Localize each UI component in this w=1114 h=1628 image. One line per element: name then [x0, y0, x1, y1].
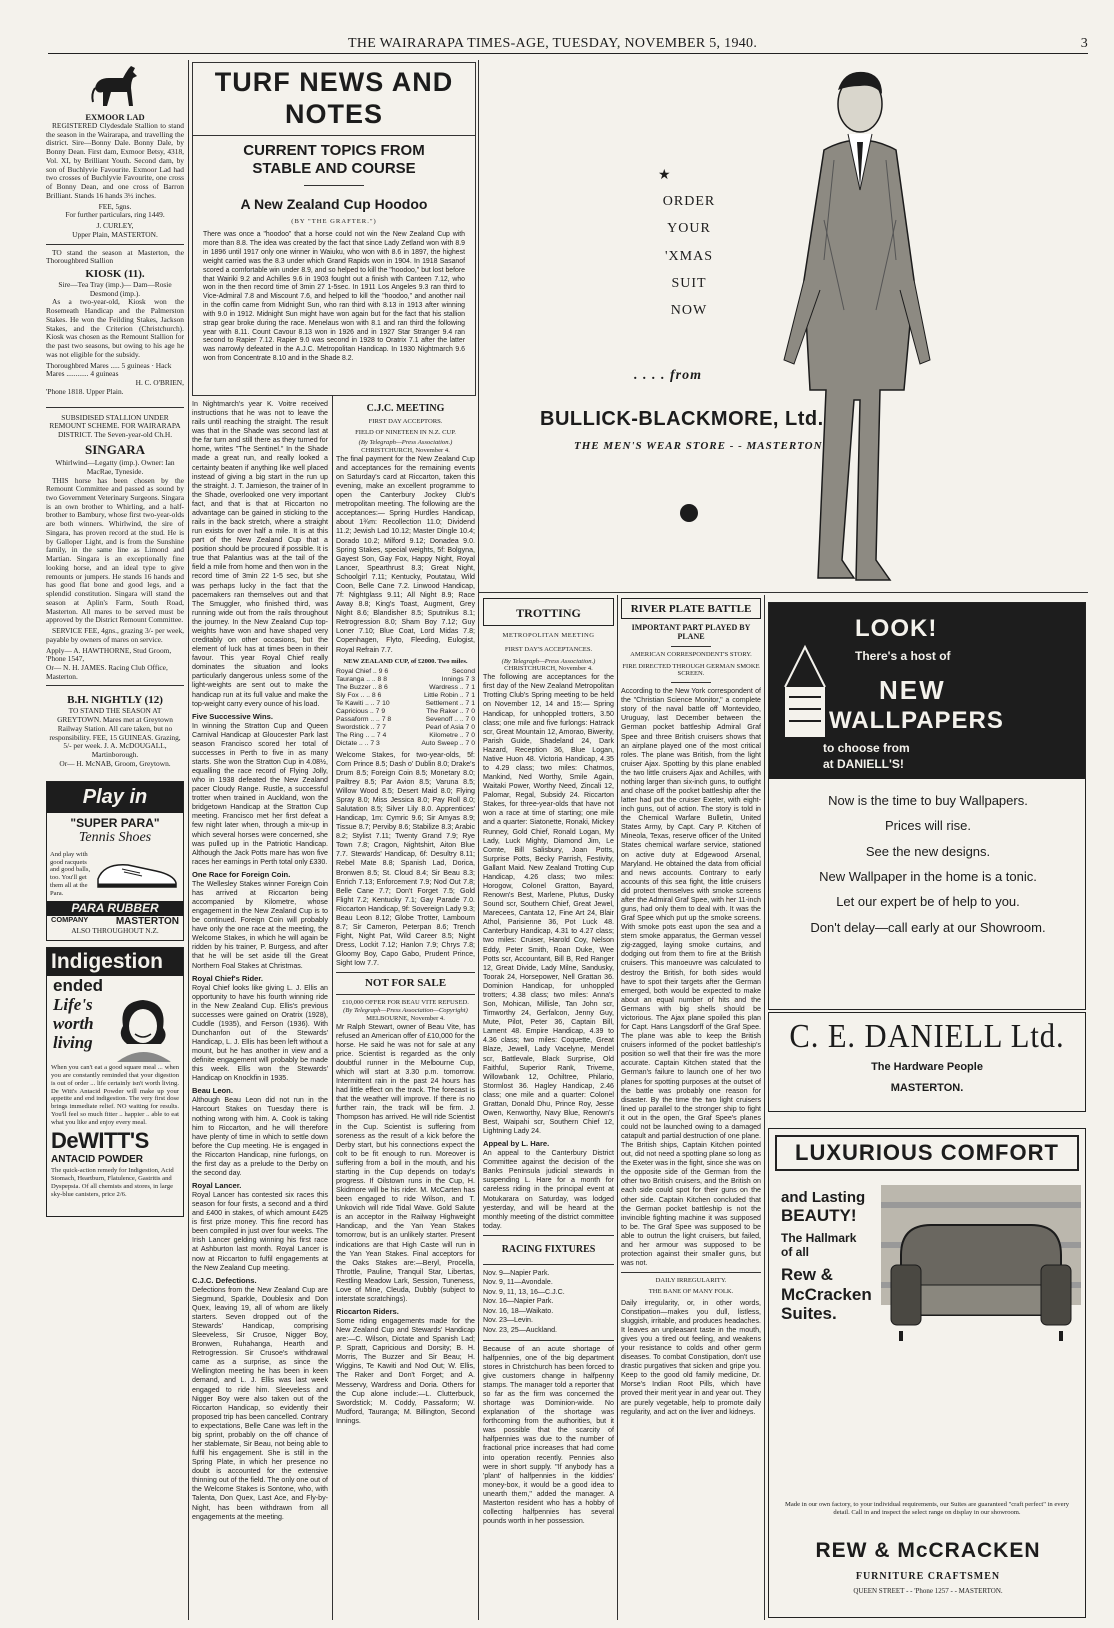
cup-entries-table: [336, 668, 475, 748]
cup-entry-cell: Passaform .. .. 7 8: [336, 716, 392, 724]
cup-entry-cell: Te Kawiti .. .. 7 10: [336, 700, 390, 708]
daniell-ad-footer: [768, 1012, 1086, 1112]
singara-intro: SUBSIDISED STALLION UNDER REMOUNT SCHEME. FOR WAIRARAPA DISTRICT. The Seven-year-old Ch.H.: [49, 412, 181, 440]
column-rule: [478, 60, 479, 1620]
trotting-column: [483, 598, 614, 1620]
trotting-sub-2: FIRST DAY'S ACCEPTANCES.: [504, 645, 593, 653]
fixture-item: Nov. 16, 18—Waikato.: [483, 1306, 554, 1315]
exmoor-apply: For further particulars, ring 1449.: [65, 210, 165, 220]
turf-column-1: [192, 400, 328, 1620]
comfort-brand: REW & McCRACKEN: [815, 1539, 1041, 1562]
suit-from: . . . . from: [634, 368, 702, 383]
cup-entry-cell: Little Robin .. 7 1: [423, 692, 475, 700]
trotting-body: The following are acceptances for the first day of the New Zealand Metropolitan Trotting Club's Spring meeting to be held on November 12, 14 and 15:— Spring Handicap, for unhoppled trotters, 3.50 class; one mile and five furlongs: Hatrack scr, Great Mountain 12, Amorao, Biwerity, Parish Guide, Shadeland 24, Dark Hazard, Reception 36, Blue Logan, Native Huon 48. Victoria Handicap, 4.35 to 4.29 class; two miles: Chatmos, Mankind, Ned Worthy, Smile Again, Waitaki Power, Worthy Need, Zincali 12, Palomar, Regal, Subsidy 24. Riccarton Stakes, for three-year-olds that have not won a race at time of starting; one mile and a quarter: Siatonette, Ronaki, Mickey Runney, Gold Chief, Ronald Logan, My Lady, Luck Mighty, Diamond Jim, Le Comte, Bill Salisbury, Joan Potts, Surprise Potts, Becky Parrish, Festivity, Gallant Maid. New Zealand Trotting Cup Handicap, 4.26 class; two miles: Horogow, Colonel Gratton, Bayard, Renown's Best, Marlene, Plutus, Dusky Sound scr, Southern Chief, Great Jewel, Marecees, Cantata 12, Fine Art 24, Blair Athol, Parisienne 36, Pot Luck 48. Canterbury Handicap, 4.31 to 4.27 class; two miles: Cruiser, Harold Coy, Nelson Eddy, Peter Smith, Roan Duke, Wee Potts scr, Accountant, Bill B, Red Ranger 12, Great Divide, Lady Milne, Sandusky, Toorak 24, Horsepower, Nell Grattan 36. Dominion Handicap, for unhoppled trotters; 4.38 class; two miles: Anna's Son, Mohican, Millisle, Tan John scr, Timworthy 24, Gerfalcon, Jenny Guy, Mute, Pilot, Peter 36, Captain Bill, Lament 48. Empire Handicap, 4.39 to 4.36 class; two miles: Coquette, Great Blaze, Jewell, Lady Vacelyne, Mendel scr, Battlevale, Black Surprise, Old Faithful, Superior Rank, Triveme, Willowbank 12, Ochiltree, Philario, Stormlost 36. Hagley Handicap, 2.46 class; one mile and a quarter: Colonel Grattan, Donald Dhu, Prince Roy, Jesse Owen, Kenworthy, Navy Blue, Renown's Best, Waipahi scr, Southern Chief 12, Lightning Lady 24.: [483, 673, 614, 1136]
cjc-rest: Welcome Stakes, for two-year-olds, 5f: Corn Prince 8.5; Dash o' Dublin 8.0; Drake's Drum 8.5; Foreign Coin 8.5; Monetary 8.0; Pailtrey 8.5; Par Avion 8.5; Varuna 8.5; Willow Wood 8.5; Desert Maid 8.0; Flying Spray 8.0; Miss Jessica 8.0; Pay Roll 8.0; Salutation 8.5; Silver Lily 8.0. Apprentices' Handicap, 1m: Cymric 9.6; Sir Amyas 8.9; Tissue 8.7; Perviby 8.6; Stabilize 8.3; Arabic 8.2; Stylist 7.11; Twenty Grand 7.9; Rye Town 7.8; Cragon, Nightshirt, Aiton Blue 7.7. Stewards' Handicap, 6f: Desultry 8.11; Rebel Mate 8.8; Spanish Lad, Dorica, Bronwen 8.5; St. Cloud 8.4; Sir Beau 8.3; Enrich 7.13; Enforcement 7.9; Nod Out 7.8; Belle Cane 7.7; Don't Forget 7.5; Gold Flight 7.2; Kentucky 7.1; Gay Parade 7.0. Riccarton Handicap, 9f: Sovereign Lady 9.3; Beau Leon 8.12; Globe Trotter, Lambourn 8.7; Sir Cameron, Peterpan 8.6; Trench Fight, Night Pat, Wild Career 8.5; Night Dress, Lockit 7.12; Hanlon 7.9; Chrys 7.8; Gloomy Boy, Capo Gabo, Prudent Prince, Sight Iow 7.7.: [336, 750, 475, 968]
cup-entry-row: [336, 684, 475, 692]
suit-line-3: 'XMAS: [665, 248, 713, 264]
masthead: [48, 34, 1088, 54]
column-rule: [332, 395, 333, 1620]
cup-entry-row: [336, 708, 475, 716]
dot-icon: [680, 504, 698, 522]
comfort-line-1: and Lasting: [781, 1189, 866, 1206]
river-plate-sub-3: FIRE DIRECTED THROUGH GERMAN SMOKE SCREEN.: [622, 662, 760, 678]
column-rule: [188, 60, 189, 1620]
cup-entry-cell: Tauranga .. .. 8 8: [336, 676, 388, 684]
wallpaper-line: Don't delay—call early at our Showroom.: [810, 919, 1046, 935]
para-ad-line2: "SUPER PARA": [70, 816, 160, 831]
turf-subhead: CURRENT TOPICS FROM STABLE AND COURSE: [243, 141, 425, 178]
comfort-copy: Made in our own factory, to your individual requirements, our Suites are guaranteed "craft perfect" in every detail. Call in and inspect the select range on display in our showroom.: [785, 1501, 1069, 1516]
nfs-heading-2: Riccarton Riders.: [336, 1307, 399, 1317]
fixture-item: Nov. 16—Napier Park.: [483, 1297, 554, 1306]
exmoor-fee: FEE, 5gns.: [98, 201, 132, 211]
new-text: NEW: [879, 675, 946, 705]
cup-entry-cell: The Raker .. 7 0: [426, 708, 475, 716]
kiosk-title: KIOSK (11).: [85, 268, 145, 281]
cup-entry-cell: Wardress .. 7 1: [429, 684, 475, 692]
nfs-body-2: Some riding engagements made for the New Zealand Cup and Stewards' Handicap are:—C. Wilson, Dictate and Spanish Lad; P. Spratt, Capricious and Dorsity; B. H. Morris, The Buzzer and Sir Beau; H. Wiggins, Te Kawiti and Nod Out; W. Ellis, The Raker and Don't Forget; and A. Messervy, Wardress and Doria. Others for the Cup alone include:—L. Clutterbuck, Swordstick; M. Coddy, Passaform; W. Mudford, Tauranga; M. Billington, Second Innings.: [336, 1317, 475, 1425]
wallpapers-text: WALLPAPERS: [829, 707, 1004, 734]
suit-line-2: YOUR: [667, 221, 711, 237]
dewitts-slogan-3: living: [53, 1032, 93, 1052]
exmoor-title: EXMOOR LAD: [85, 112, 145, 122]
comfort-line-7: Suites.: [781, 1304, 837, 1324]
woman-portrait-illustration: [109, 996, 179, 1062]
river-plate-sub-2: AMERICAN CORRESPONDENT'S STORY.: [630, 650, 752, 658]
para-ad-footer: ALSO THROUGHOUT N.Z.: [71, 926, 159, 936]
dewitts-headline-2: ended: [53, 976, 104, 996]
irregularity-title: DAILY IRREGULARITY.: [655, 1277, 727, 1285]
turf-col1-body-5: Although Beau Leon did not run in the Harcourt Stakes on Tuesday there is nothing wrong with him. A. Cook is taking him to Riccarton, and he will therefore have plenty of time in which to settle down before the Cup meeting. He is engaged in the Riccarton Handicap, nine furlongs, on the first day as a prelude to the Derby on the second day.: [192, 1096, 328, 1177]
daniell-town: MASTERTON.: [890, 1082, 964, 1095]
comfort-line-6: McCracken: [781, 1284, 872, 1304]
comfort-line-2: BEAUTY!: [781, 1206, 857, 1226]
cjc-sub-2: FIELD OF NINETEEN IN N.Z. CUP.: [355, 428, 456, 436]
cjc-sub: FIRST DAY ACCEPTORS.: [368, 417, 443, 425]
river-plate-sub: IMPORTANT PART PLAYED BY PLANE: [631, 622, 751, 642]
fixture-item: Nov. 23—Levin.: [483, 1316, 533, 1325]
para-rubber-ad: [46, 781, 184, 941]
column-rule: [617, 595, 618, 1620]
turf-col1-heading-7: C.J.C. Defections.: [192, 1275, 257, 1285]
page-number: 3: [1080, 36, 1088, 51]
dewitts-slogan-2: worth: [53, 1014, 94, 1034]
nightly-or: Or— H. McNAB, Groom, Greytown.: [59, 758, 171, 768]
river-plate-column: [621, 598, 761, 1620]
singara-apply-1: Apply— A. HAWTHORNE, Stud Groom, 'Phone 1547,: [46, 645, 172, 664]
trotting-sub: METROPOLITAN MEETING: [502, 632, 595, 640]
story-title: A New Zealand Cup Hoodoo: [240, 196, 428, 213]
turf-news-header: [192, 62, 476, 396]
nightly-body: TO STAND THE SEASON AT GREYTOWN. Mares met at Greytown Railway Station. All care taken, but no responsibility. FEE, 15 GUINEAS. Grazing, 5/- per week. J. A. McDOUGALL, Martinborough.: [49, 706, 181, 760]
cjc-source: (By Telegraph—Press Association.): [358, 439, 453, 447]
trotting-body-2: An appeal to the Canterbury District Committee against the decision of the Banks Peninsula judicial stewards in suspending L. Hare for a month for careless riding in the principal event at Motukarara on Saturday, was lodged yesterday, and will be heard at the monthly meeting of the district committee today.: [483, 1149, 614, 1230]
cup-entry-row: [336, 700, 475, 708]
turf-col1-heading-5: Beau Leon.: [192, 1086, 233, 1096]
at-text: at DANIELL'S!: [823, 757, 904, 771]
fixture-item: Nov. 9—Napier Park.: [483, 1268, 550, 1277]
wallpaper-line: Let our expert be of help to you.: [836, 894, 1020, 910]
trotting-heading-2: Appeal by L. Hare.: [483, 1139, 550, 1149]
comfort-sub: FURNITURE CRAFTSMEN: [855, 1571, 1001, 1582]
bullick-blackmore-ad: [484, 60, 1088, 590]
cup-entry-cell: Capricious .. 7 9: [336, 708, 386, 716]
turf-col1-heading-2: Five Successive Wins.: [192, 711, 273, 721]
nfs-body: Mr Ralph Stewart, owner of Beau Vite, has refused an American offer of £10,000 for the horse. He said he was not for sale at any price. Scientist is regarded as the only doubtful runner in the Melbourne Cup, which will start at 3.30 p.m. tomorrow. Intermittent rain in the past 24 hours has had little effect on the track. The forecast is that the weather will improve. If there is no further rain, the track will be firm. J. Thompson has arrived. He will ride Scientist in the Cup. Scientist is suffering from soreness as the result of a kick before the Derby start, but his connections expect the colt to be fit enough to run. Moreover is suffering from a boil in the mouth, and his starting in the Cup depends on today's progress. If Oilstown runs in the Cup, H. Skidmore will be his rider. M. McCarten has been engaged to ride Wilson, and T. Unkovich will ride Tidal Wave. Gold Salute is an acceptor in the Railway Highweight Handicap, and the Yan Yean Stakes tomorrow, but is an unlikely starter. Present indications are that High Caste will run in the Yan Yean Stakes. Final acceptors for the Oaks Stakes are:—Beryl, Procella, Throttle, Pauline, Tranquil Star, Libertas, Restling Meadow Lark, Session, Tuneness, Love of Mine, Cleuda, Dubbly (subject to interstate scratchings).: [336, 1022, 475, 1303]
turf-col1-heading-6: Royal Lancer.: [192, 1181, 242, 1191]
dewitts-brand: DeWITT'S: [51, 1128, 149, 1154]
irregularity-body: Daily irregularity, or, in other words, Constipation—makes you dull, listless, sluggish, irritable, and produces headaches. It leaves an unpleasant taste in the mouth, gives you a tired out feeling, and weakens your resistance to colds and other germ diseases. To combat Constipation, don't use drastic purgatives that sicken and gripe you. Keep to the good old family medicine, Dr. Morse's Indian Root Pills, which have proved their merit year in and year out. They are purely vegetable, help to promote daily regularity, and act on the liver and kidneys.: [621, 1298, 761, 1416]
exmoor-owner: J. CURLEY,: [96, 221, 134, 231]
turf-col1-body: In Nightmarch's year K. Voitre received instructions that he was not to leave the rails until reaching the straight. The result was that in the Shade was second last at the far turn and still there as they turned for home, writes "The Sentinel." In the Shade made a great run, and really looked a certainty beaten if anything like well placed instead of giving a big start in the run up the straight. J. T. Jamieson, the trainer of In the Shade, overlooked one very important fact, and that is that at Riccarton no advantage can be gained in sticking to the rails in the back stretch, where a straight run exists for over half a mile. It is at this part of the New Zealand Cup that a position should be procured if possible. It is true that Palantius was at the tail of the field a mile from home and then won in the record time of 3min 22 1-5 sec, but she was perhaps lucky in the fact that the pacemakers ran themselves out and that The Smuggler, who finished third, was running wide out from the rails throughout the journey. In the New Zealand Cup top-weights have won and have shaped very creditably on other occasions, but the element of luck has at times been in their favour. This year Royal Chief really dominates the situation and looks particularly dangerous unless some of the light-weights are sent out to make the handicap run at its full value and make the top-weight carry every ounce of his load.: [192, 400, 328, 708]
cup-entry-row: [336, 740, 475, 748]
suited-man-illustration: [764, 60, 940, 588]
cup-title: NEW ZEALAND CUP, of £2000. Two miles.: [343, 657, 468, 665]
singara-body: THIS horse has been chosen by the Remount Committee and passed as sound by two Government Veterinary Surgeons. Singara is an own brother to Whirling, and a half-brother to Bambury, whose first two-year-olds are both winners. Whirlwind, the sire of Singara, has proven record at the stud. He is by Galloper Light, and is from the Sunshine family, in the same line as Limond and Martian. Singara is an exceptionally fine looking horse, and an ideal type to give remounts or jumpers. He stands 16 hands and has good flat bone and good legs, and a splendid constitution. Singara will stand the season at Aplin's Farm, South Road, Masterton. All mares to be served must be approved by the District Remount Committee.: [46, 475, 184, 625]
wallpaper-line: Now is the time to buy Wallpapers.: [828, 793, 1028, 808]
cup-entry-row: [336, 716, 475, 724]
kiosk-sire: Sire—Tea Tray (imp.)— Dam—Rosie Desmond (imp.).: [58, 280, 172, 298]
cup-entry-row: [336, 724, 475, 732]
story-byline: (BY "THE GRAFTER."): [291, 217, 377, 225]
cjc-column: [336, 400, 475, 1620]
comfort-title: LUXURIOUS COMFORT: [775, 1135, 1079, 1171]
cup-entry-cell: Pearl of Asia 7 0: [425, 724, 475, 732]
shoe-illustration: [94, 857, 180, 891]
river-plate-title: RIVER PLATE BATTLE: [630, 603, 752, 615]
fixtures-list: [483, 1269, 614, 1336]
singara-title: SINGARA: [85, 441, 145, 457]
trotting-title: TROTTING: [516, 606, 581, 620]
exmoor-place: Upper Plain, MASTERTON.: [72, 229, 158, 239]
fixtures-title: RACING FIXTURES: [501, 1243, 596, 1255]
turf-col1-body-6: Royal Lancer has contested six races this season for four firsts, a second and a third and £400 in stakes, of which amount £425 is first prize money. This fine record has been compiled in just over four weeks. The Irish Lancer gelding winning his first race at Ashburton last month. Royal Lancer is now at Riccarton to fulfil engagements at the New Zealand Cup meeting.: [192, 1191, 328, 1272]
kiosk-intro: TO stand the season at Masterton, the Thoroughbred Stallion: [46, 247, 184, 266]
cup-entry-row: [336, 692, 475, 700]
cup-entry-cell: Innings 7 3: [441, 676, 475, 684]
suit-line-4: SUIT: [671, 275, 707, 291]
cup-entry-cell: Sevenoff .. .. 7 0: [425, 716, 475, 724]
turf-col1-heading-4: Royal Chief's Rider.: [192, 973, 264, 983]
dewitts-slogan-1: Life's: [53, 995, 93, 1015]
kiosk-fees: Thoroughbred Mares ..... 5 guineas · Hack Mares ............ 4 guineas: [46, 360, 172, 379]
cjc-title: C.J.C. MEETING: [366, 403, 445, 414]
dewitts-body: When you can't eat a good square meal ... when you are constantly reminded that your digestion is out of order ... life certainly isn't worth living. De Witt's Antacid Powder will make up your appetite and end indigestion. The very first dose brings immediate relief. NO waiting for results. You'll feel so much fitter .. happier .. able to eat what you like and enjoy every meal.: [51, 1064, 179, 1126]
cjc-body: The final payment for the New Zealand Cup and acceptances for the remaining events on Saturday's card at Riccarton, taken this evening, make an excellent programme to open the Canterbury Jockey Club's metropolitan meeting. The following are the acceptances:— Spring Hurdles Handicap, about 1¾m: Recollection 11.0; Dividend 11.2; Jewish Lad 10.12; Master Dingle 10.4; Dorado 10.2; Milford 9.12; Donadea 9.0. Spring Stakes, special weights, 5f: Bolgyna, Gayest Son, Gay Fox, Happy Night, Royal Lancer, Spearthrust 8.3; Great Night, Schoolgirl 7.11; Kentucky, Poutatau, Wild Coon, Belle Cane 7.2. Linwood Handicap, 7f: Nightglass 9.11; All Night 8.9; Race Away 8.8; King's Toast, Augment, Grey Night 8.6; Blandisher 8.5; Sputnikus 8.1; Retrogression 8.0; Sham Boy 7.12; Guy Loner 7.10; Blue Coat, Lord Midas 7.8; Copenhagen, Flyto, Fleeding, Eulogist, Royal Refrain 7.7.: [336, 454, 475, 654]
nfs-dateline: MELBOURNE, November 4.: [366, 1014, 445, 1022]
suit-line-5: NOW: [670, 303, 708, 319]
comfort-line-3: The Hallmark: [781, 1230, 857, 1245]
wallpaper-line: Prices will rise.: [885, 818, 971, 834]
daniell-brand: C. E. DANIELL Ltd.: [789, 1018, 1065, 1055]
comfort-address: QUEEN STREET - - 'Phone 1257 - - MASTERTON.: [853, 1587, 1003, 1595]
suit-brand: BULLICK-BLACKMORE, Ltd.: [540, 408, 824, 430]
nightly-title: B.H. NIGHTLY (12): [67, 694, 163, 707]
sofa-illustration: [881, 1185, 1081, 1355]
wallpaper-line: See the new designs.: [865, 843, 991, 859]
host-text: There's a host of: [855, 649, 951, 663]
fixtures-body: Because of an acute shortage of halfpennies, one of the big department stores in Christchurch has been forced to give customers change in halfpenny stamps. The manager told a reporter that so far as the firm was concerned the shortage was Dominion-wide. No explanation of the shortage was forthcoming from the authorities, but it was possible that the scarcity of halfpennies was due to the number of fractional price increases that had come into operation recently. Pennies also were in short supply. "If anybody has a 'plant' of halfpennies in the kiddies' money-box, it would be a good idea to unearth them," added the manager. A Masterton resident who has a hobby of collecting halfpennies has several pounds worth in her possession.: [483, 1344, 614, 1526]
exmoor-body: REGISTERED Clydesdale Stallion to stand the season in the Wairarapa, and travelling the district. Sire—Bonny Dale. Bonny Dale, by Bonny Dean. First dam, Exmoor Betsy, 4318, Vol. XI, by Brilliant Youth. Second dam, by son of Buchlyvie Favourite. Exmoor Lad had two crosses of Buchlyvie Favourite, one cross of Bonny Dean, and one cross of Barron Brilliant. Stands 16 hands 3½ inches.: [46, 121, 184, 200]
cup-entry-cell: Swordstick .. 7 7: [336, 724, 386, 732]
turf-col1-body-4: Royal Chief looks like giving L. J. Ellis an opportunity to have his fourth winning ride in the New Zealand Cup. Ellis's previous successes were gained on Oratrix (1928), Cuddle (1935), and Ferson (1936). With Dunchanfon out of the Stewards' Handicap, L. J. Ellis has been left without a mount, but he has another in view and a definite engagement will probably be made this week. Ellis won the Stewards' Handicap on Knockfin in 1935.: [192, 983, 328, 1083]
dewitts-footer: The quick-action remedy for Indigestion, Acid Stomach, Heartburn, Flatulence, Gastritis and Dyspepsia. Of all chemists and stores, in large sky-blue canisters, price 2/6.: [51, 1167, 174, 1198]
cup-entry-cell: Dictate .. .. 7 3: [336, 740, 380, 748]
wallpaper-line: New Wallpaper in the home is a tonic.: [819, 868, 1037, 884]
para-ad-copy: And play with good racquets and good balls, too. You'll get them all at the Para.: [50, 850, 91, 897]
fixture-item: Nov. 9, 11—Avondale.: [483, 1278, 553, 1287]
singara-apply-2: Or— N. H. JAMES. Racing Club Office, Masterton.: [46, 662, 168, 681]
cup-entry-cell: Second: [451, 668, 475, 676]
turf-banner: TURF NEWS AND NOTES: [214, 67, 454, 129]
cup-entry-cell: Sly Fox .. .. 8 6: [336, 692, 382, 700]
kiosk-contact: 'Phone 1818. Upper Plain.: [46, 386, 124, 396]
para-ad-line3: Tennis Shoes: [78, 830, 152, 846]
para-ad-brand: PARA RUBBER: [47, 901, 183, 915]
kiosk-body: As a two-year-old, Kiosk won the Rosemeath Handicap and the Palmerston Stakes. He won the Feilding Stakes, Jackson Stakes, and the Criterion (Christchurch). Kiosk was chosen as the Remount Stallion for the past two seasons, but owing to his age he was not eligible for the subsidy.: [46, 297, 184, 359]
look-text: LOOK!: [855, 615, 938, 642]
singara-pedigree: Whirlwind—Legatty (imp.). Owner: Ian MacRae, Tyneside.: [55, 458, 175, 476]
cup-entry-cell: Settlement .. 7 1: [425, 700, 475, 708]
turf-col1-heading-3: One Race for Foreign Coin.: [192, 869, 291, 879]
suit-line-1: ORDER: [662, 194, 716, 209]
comfort-line-5: Rew &: [781, 1265, 833, 1285]
comfort-line-4: of all: [781, 1244, 810, 1259]
cup-entry-row: [336, 676, 475, 684]
choose-text: to choose from: [823, 741, 910, 755]
cup-entry-cell: The Ring .. .. 7 4: [336, 732, 387, 740]
irregularity-sub: THE BANE OF MANY FOLK.: [648, 1287, 734, 1295]
cup-entry-cell: Royal Chief .. 9 6: [336, 668, 389, 676]
dewitts-product: ANTACID POWDER: [51, 1154, 144, 1166]
nfs-sub: £10,000 OFFER FOR BEAU VITE REFUSED.: [342, 999, 469, 1007]
kiosk-owner: H. C. O'BRIEN,: [135, 378, 184, 388]
daniell-wallpaper-ad: [768, 602, 1086, 1010]
fixture-item: Nov. 23, 25—Auckland.: [483, 1326, 557, 1335]
horse-illustration: [46, 58, 184, 110]
wallpaper-selling-lines: [769, 783, 1086, 945]
masthead-title: THE WAIRARAPA TIMES-AGE, TUESDAY, NOVEMBER 5, 1940.: [348, 36, 758, 51]
para-ad-line1: Play in: [47, 782, 183, 814]
cup-entry-cell: The Buzzer .. 8 6: [336, 684, 388, 692]
cjc-dateline: CHRISTCHURCH, November 4.: [361, 447, 450, 455]
rew-mccracken-ad: [768, 1128, 1086, 1618]
nfs-source: (By Telegraph—Press Association—Copyright): [343, 1007, 468, 1015]
story-lead: There was once a "hoodoo" that a horse could not win the New Zealand Cup with more than 8.8. The idea was created by the fact that since Lady Zetland won with 8.9 in 1896 until 1917 only one winner in Waiuku, who won with 8.6 in 1897, the highest weight carried was the 8.3 under which Grand Rapids won in 1904. In 1918 Sasanof scored a comfortable win under 8.9, and so helped to kill the "hoodoo," but lost before that Wairiki 9.2 and Achilles 9.6 in 1903 fought out a finish with Canteen 7.12, who won in the then record time of 3min 27 1-5sec. In 1911 Los Angeles 9.3 ran third to Vice-Admiral 7.8 and Miscount 7.6, and helped to kill the "hoodoo," and another nail in the coffin came from Midnight Sun, who ran third with 8.13 in 1913 after winning with 9.0 in 1912. Midnight Sun might have won again but for the fact that his stallion strap gear broke during the race. Menelaus won with 8.1 and ran third the following year with 8.11. Count Cavour 8.13 won in 1926 and in 1927 Star Stranger 9.4 ran second to Rapier 7.12. Rapier 9.0 was second in 1928 to Oratrix 7.1 after the latter was narrowly defeated in the A.J.C. Metropolitan Handicap. In 1930 Nightmarch 9.6 won from Concentrate 8.10 and in the Shade 8.2.: [203, 231, 465, 363]
classifieds-column: [46, 58, 184, 1618]
section-rule: [478, 592, 1088, 593]
fixture-item: Nov. 9, 11, 13, 16—C.J.C.: [483, 1287, 565, 1296]
suit-tagline: THE MEN'S WEAR STORE - - MASTERTON: [574, 440, 823, 452]
turf-col1-body-7: Defections from the New Zealand Cup are Siegmund, Sparkle, Doublesix and Don Quex, leaving 19, all of whom are likely starters. Seven dropped out of the Stewards' Handicap, comprising Sleeveless, Sir Crusoe, Nigger Boy, Bronwen, Ruhahanga, Hearth and Retrogression. Sir Crusoe's withdrawal came as a surprise, as since the Wellington meeting he has been in keen demand, and L. J. Ellis was last week engaged to ride him. Sleeveless and Nigger Boy were also taken out of the Riccarton Handicap, so evidently their proposed trip has been cancelled. Contrary to expectations, Belle Cane was left in the big sprint, probably on the off chance of her stablemate, Sir Beau, not being able to fulfil his engagement. She is still in the Spring Plate, in which her presence no doubt is accounted for the extensive thinning out of the field. The only one out of the Welcome Stakes is Sontone, who, with Talenta, Don Quex, Last Ace, and Fly-by-Night, has been withdrawn from all engagements at the meeting.: [192, 1285, 328, 1521]
cup-entry-cell: Kilometre .. 7 0: [429, 732, 475, 740]
cup-entry-row: [336, 668, 475, 676]
star-icon: ★: [658, 168, 671, 183]
nfs-title: NOT FOR SALE: [364, 977, 447, 990]
cup-entry-cell: Auto Sweep .. 7 0: [421, 740, 475, 748]
cup-entry-row: [336, 732, 475, 740]
singara-fee: SERVICE FEE, 4gns., grazing 3/- per week, payable by owners of mares on service.: [46, 626, 184, 644]
turf-col1-body-2: In winning the Stratton Cup and Queen Carnival Handicap at Gloucester Park last season Francisco scored her total of successes in Perth to five in as many starts. She won the Stratton Cup in 4.08½, equalling the race record of Flying Jolly, who in 1938 defeated the New Zealand pacer Cloudy Range. Rustle, a successful trotter when trained in Auckland, won the bridgetown Handicap at the Stratton Cup meeting. Francisco met her first defeat a few night later when, through a mix-up in which several horses were concerned, she was pulled up in the Patriotic Handicap. Although the Jack Potts mare has won five races her earnings in Perth total only £330.: [192, 721, 328, 866]
daniell-sub: The Hardware People: [871, 1061, 983, 1074]
dewitts-headline-1: Indigestion: [47, 948, 183, 977]
trotting-dateline: CHRISTCHURCH, November 4.: [504, 665, 593, 673]
para-ad-town: MASTERTON: [115, 915, 179, 927]
river-plate-body: According to the New York correspondent of the "Christian Science Monitor," a complete story of the naval battle off Montevideo, Uruguay, last December between the German pocket battleship Admiral Graf Spee and three British cruisers shows that an airplane played one of the most critical roles. The plane was British, from the light cruiser Ajax. Spotting by this plane enabled the two little cruisers Ajax and Achilles, with nothing larger than six-inch guns, to outfight and chase off the pocket battleship after the latter had put the cruiser Exeter, with eight-inch guns, out of action. The story is told in the Chemical Warfare Bulletin, United States Army, by Capt. Cary P. Kitchen of Mineola, Texas, reserve officer of the United States chemical warfare service, stationed on active duty at Edgewood Arsenal, Maryland. He obtained the data from official and news accounts. Contrary to early accounts of this sea fight, the little cruisers did protect themselves with smoke screens after the Admiral Graf Spee, with her 11-inch guns, had only them to deal with. It was the Graf Spee which put up the smoke screens. With smoke pots east upon the sea and a stern smoke apparatus, the German vessel zig-zagged, laying smoke curtains, and dodging out from them to fire at the British cruisers. This manoeuvre was calculated to destroy the British, for both sides would have to spot their targets after the German emerged, both would be expected to make about an equal number of hits and the Germans with big shells should be victorious. The Ajax plane spoiled this plan for Capt. Hans Langsdorff of the Graf Spee. The plane was able to keep the British cruisers informed of the pocket battleship's position so well that their fire was the more accurate. Captain Kitchen stated that the German's failure to launch one of her two planes for spotting purposes at the outset of the battle was probably one reason for disaster. By the time the two light cruisers lined up parallel to the stronger ship to fight it out in the open, the Graf Spee's planes could not be launched owing to a damaged catapult and partial destruction of one plane. The British ships, Captain Kitchen pointed out, did not need a spotting plane so long as the Exeter was in the fight, since she was on the opposite side of the German from the other two British cruisers, and the British on each side could spot for their guns on the other side. Captain Kitchen concluded that the German pocket battleship is not the invincible fighting machine it was supposed to be. The Graf Spee was supposed to be able to outrun the light cruisers, but failed, and her armour was supposed to be protection against their smaller guns, but was not.: [621, 687, 761, 1268]
turf-col1-body-3: The Wellesley Stakes winner Foreign Coin has arrived at Riccarton being accompanied by Kilometre, whose engagement in the New Zealand Cup is to be continued. Foreign Coin will probably have only the one race at the meeting, the Welcome Stakes, in which he will again be ridden by his trainer, P. Burgess, and after that he will be set aside till the Great Northern Foal Stakes at Christmas.: [192, 879, 328, 970]
para-ad-company: COMPANY: [51, 914, 89, 924]
column-rule: [764, 595, 765, 1620]
trotting-source: (By Telegraph—Press Association.): [501, 657, 596, 665]
dewitts-ad: [46, 947, 184, 1217]
